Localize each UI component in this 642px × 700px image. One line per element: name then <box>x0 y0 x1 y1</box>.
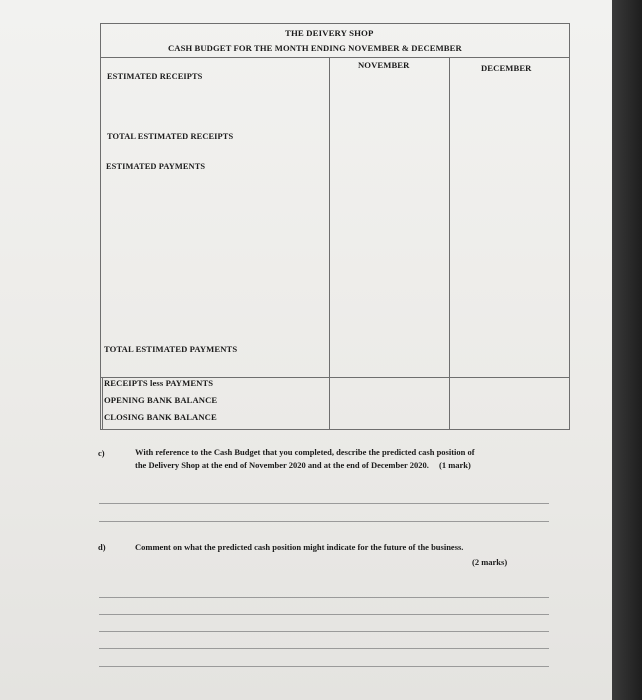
answer-line-d-3[interactable] <box>99 631 549 632</box>
answer-line-d-2[interactable] <box>99 614 549 615</box>
opening-bank-balance-label: OPENING BANK BALANCE <box>104 395 218 405</box>
november-header: NOVEMBER <box>358 60 410 70</box>
december-column-divider <box>449 57 450 430</box>
question-d-marks: (2 marks) <box>472 557 508 567</box>
question-c-line2: the Delivery Shop at the end of November 2020 and at the end of December 2020. <box>135 460 429 470</box>
summary-inner-left <box>102 377 103 430</box>
question-c-label: c) <box>98 448 105 458</box>
question-c-marks: (1 mark) <box>438 460 471 470</box>
question-d-text: Comment on what the predicted cash position might indicate for the future of the business. <box>135 542 464 552</box>
shop-name: THE DEIVERY SHOP <box>285 28 374 38</box>
receipts-less-payments-label: RECEIPTS less PAYMENTS <box>104 378 214 388</box>
question-c-line2-row <box>135 459 535 472</box>
budget-title: CASH BUDGET FOR THE MONTH ENDING NOVEMBER & DECEMBER <box>168 43 462 53</box>
total-estimated-payments-label: TOTAL ESTIMATED PAYMENTS <box>104 344 238 354</box>
estimated-receipts-label: ESTIMATED RECEIPTS <box>107 72 203 81</box>
answer-line-c-1[interactable] <box>99 503 549 504</box>
answer-line-d-4[interactable] <box>99 648 549 649</box>
question-d-label: d) <box>98 542 106 552</box>
question-c-line1: With reference to the Cash Budget that you completed, describe the predicted cash position of <box>135 447 475 457</box>
cash-budget-table <box>100 23 570 430</box>
december-header: DECEMBER <box>481 63 532 73</box>
closing-bank-balance-label: CLOSING BANK BALANCE <box>104 412 217 422</box>
november-column-divider <box>329 57 330 430</box>
question-c-text <box>135 446 535 472</box>
estimated-payments-label: ESTIMATED PAYMENTS <box>106 162 206 171</box>
total-estimated-receipts-label: TOTAL ESTIMATED RECEIPTS <box>107 132 234 141</box>
answer-line-d-1[interactable] <box>99 597 549 598</box>
answer-line-d-5[interactable] <box>99 666 549 667</box>
desk-background <box>612 0 642 700</box>
header-divider <box>100 57 570 58</box>
answer-line-c-2[interactable] <box>99 521 549 522</box>
